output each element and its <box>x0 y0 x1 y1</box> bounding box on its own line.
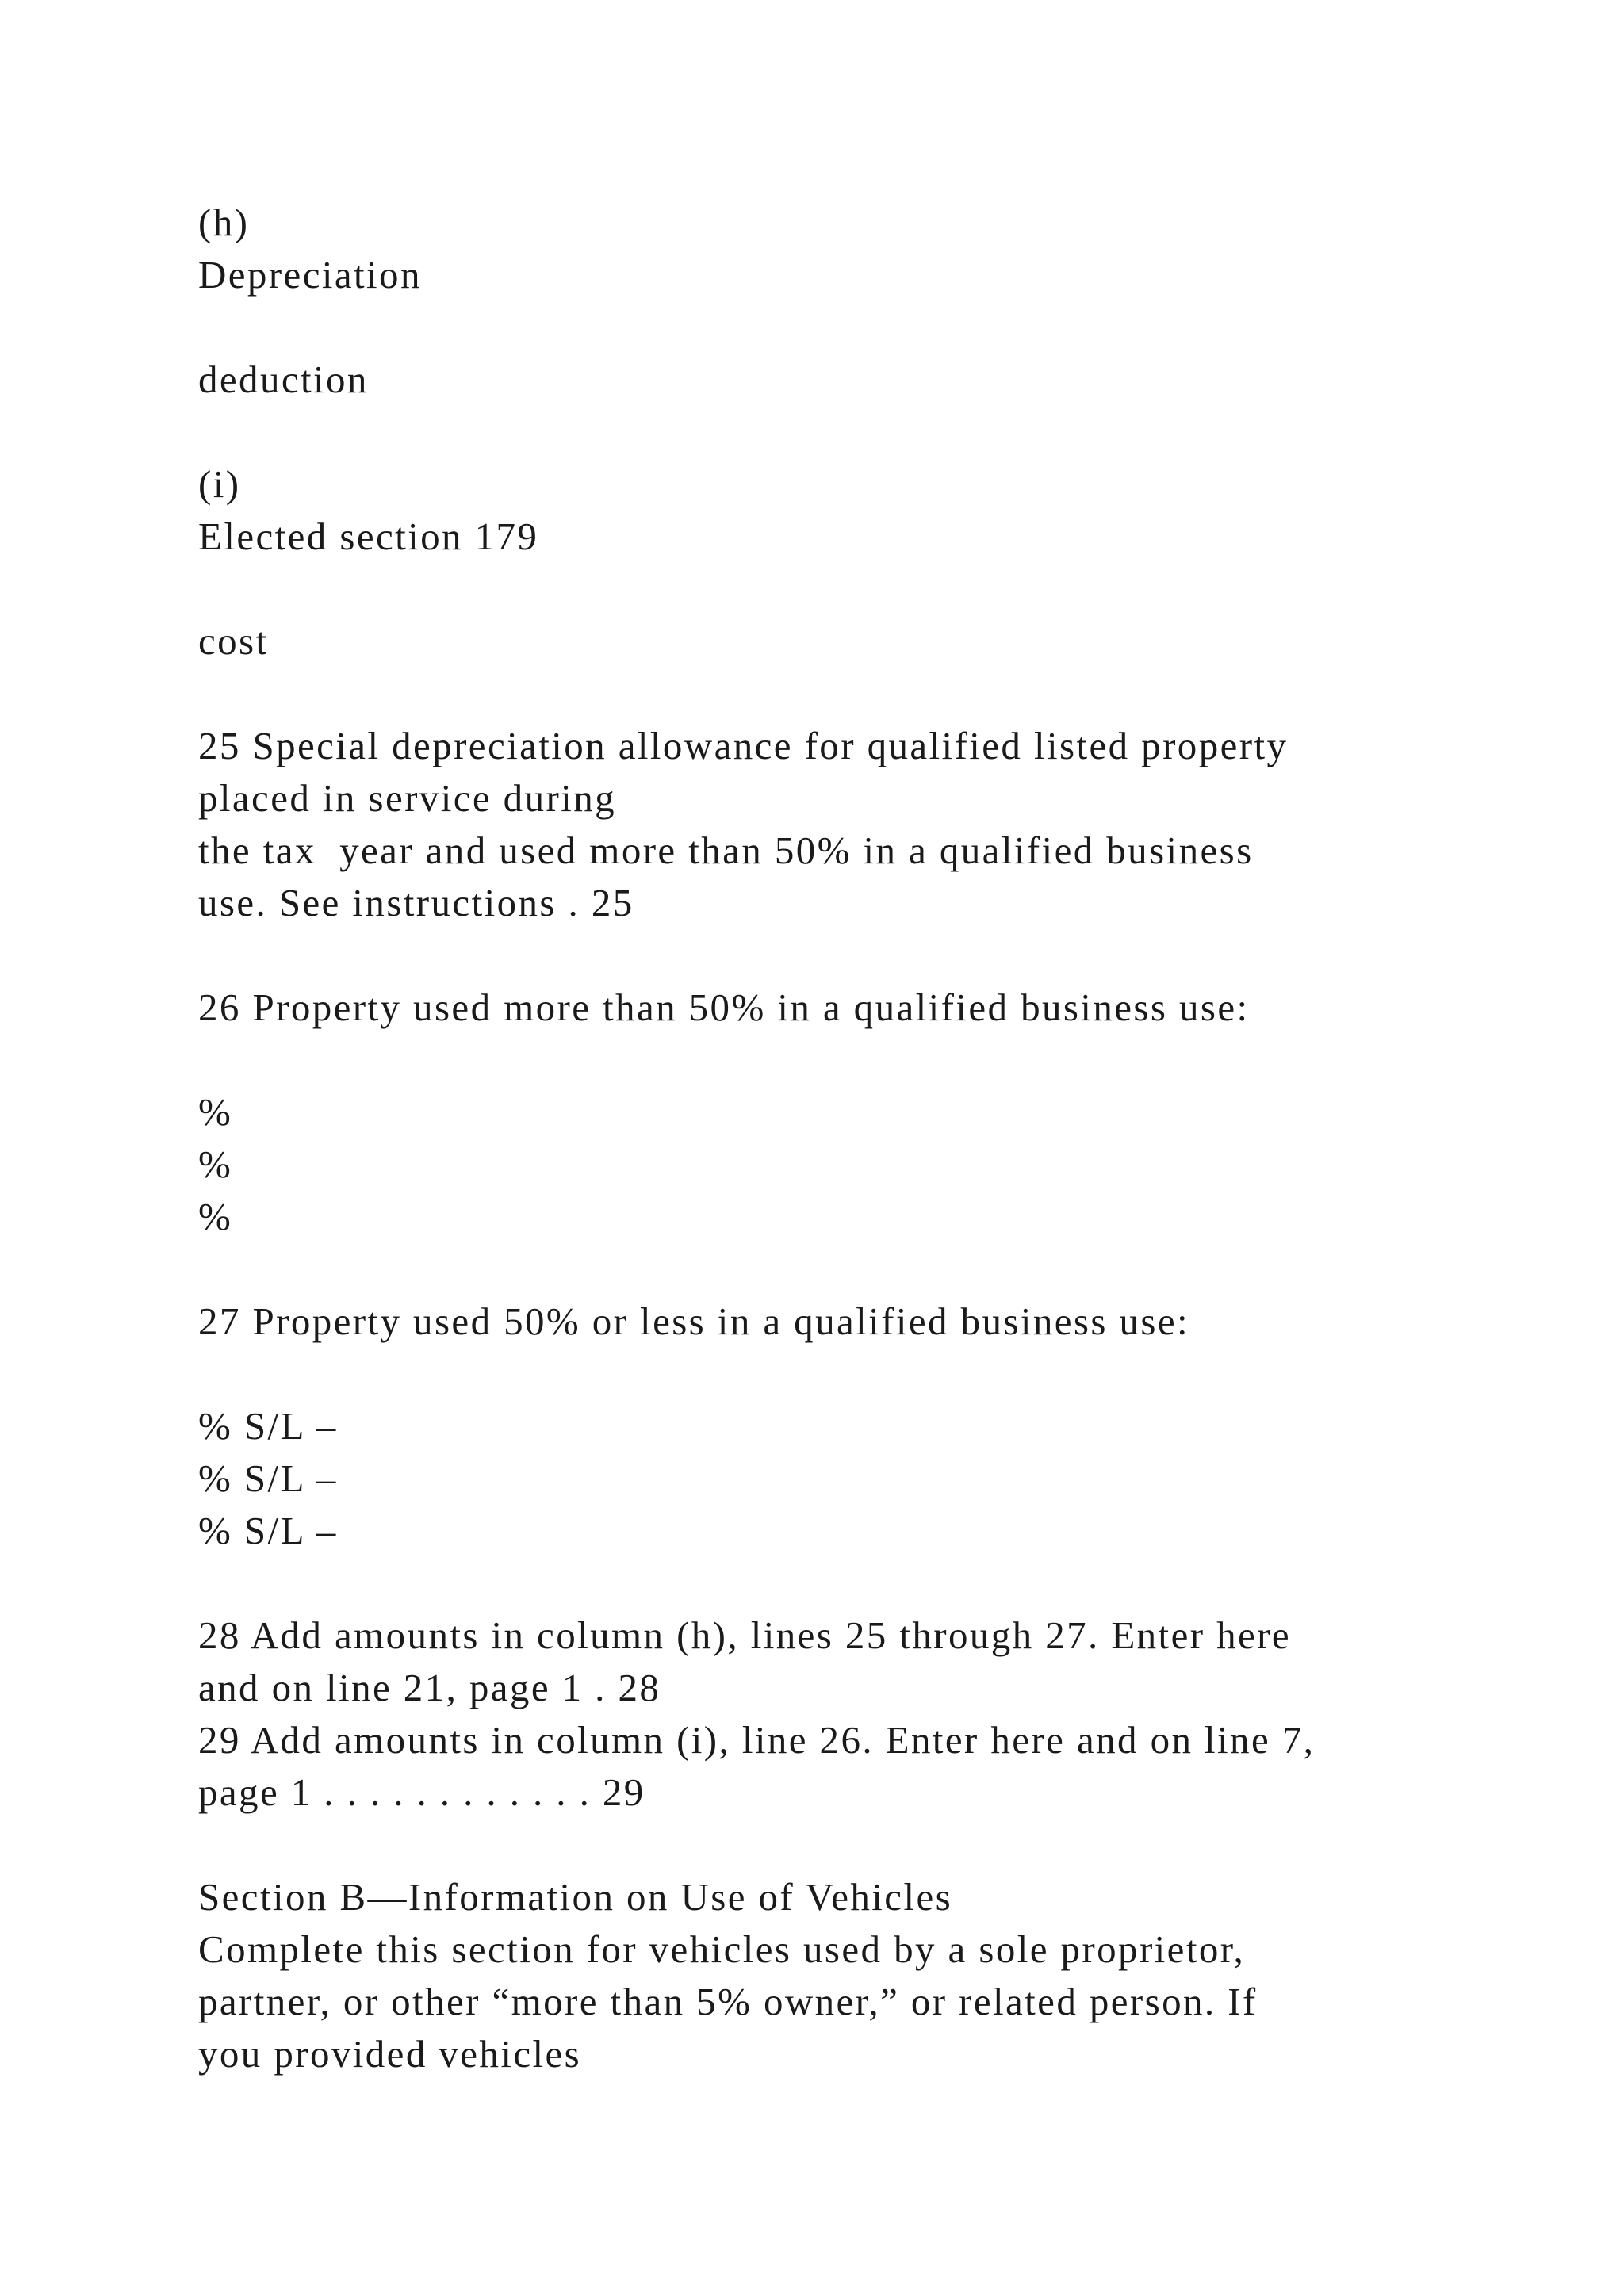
document-body <box>198 197 1515 2080</box>
section-b-text: partner, or other “more than 5% owner,” or related person. If <box>198 1980 1258 2023</box>
spacer <box>198 929 1515 982</box>
line-27-row: % S/L – <box>198 1404 338 1448</box>
line-25-text: the tax year and used more than 50% in a qualified business <box>198 828 1254 872</box>
spacer <box>198 563 1515 615</box>
section-b-text: Complete this section for vehicles used by a sole proprietor, <box>198 1927 1246 1971</box>
spacer <box>198 1819 1515 1871</box>
line-26-row: % <box>198 1090 233 1134</box>
section-b-title: Section B—Information on Use of Vehicles <box>198 1875 953 1919</box>
section-b-text: you provided vehicles <box>198 2032 582 2076</box>
column-i-label: (i) <box>198 462 241 506</box>
line-27-row: % S/L – <box>198 1509 338 1552</box>
line-26-row: % <box>198 1142 233 1186</box>
line-29-text: 29 Add amounts in column (i), line 26. Enter here and on line 7, <box>198 1718 1316 1762</box>
spacer <box>198 1034 1515 1086</box>
column-i-title: Elected section 179 <box>198 515 539 558</box>
line-28-text: 28 Add amounts in column (h), lines 25 through 27. Enter here <box>198 1613 1292 1657</box>
line-29-text: page 1 . . . . . . . . . . . . 29 <box>198 1770 645 1814</box>
spacer <box>198 406 1515 458</box>
column-h-label: (h) <box>198 201 250 244</box>
line-26-heading: 26 Property used more than 50% in a qualified business use: <box>198 985 1250 1029</box>
column-h-title-cont: deduction <box>198 358 369 401</box>
line-27-heading: 27 Property used 50% or less in a qualified business use: <box>198 1299 1190 1343</box>
line-25-text: use. See instructions . 25 <box>198 881 634 924</box>
spacer <box>198 1557 1515 1609</box>
line-26-row: % <box>198 1195 233 1238</box>
line-27-row: % S/L – <box>198 1456 338 1500</box>
spacer <box>198 301 1515 354</box>
line-25-text: 25 Special depreciation allowance for qualified listed property <box>198 724 1289 767</box>
column-h-title: Depreciation <box>198 253 422 297</box>
column-i-title-cont: cost <box>198 619 269 663</box>
line-25-text: placed in service during <box>198 776 616 820</box>
line-28-text: and on line 21, page 1 . 28 <box>198 1666 661 1709</box>
spacer <box>198 668 1515 720</box>
spacer <box>198 1243 1515 1295</box>
spacer <box>198 1348 1515 1400</box>
